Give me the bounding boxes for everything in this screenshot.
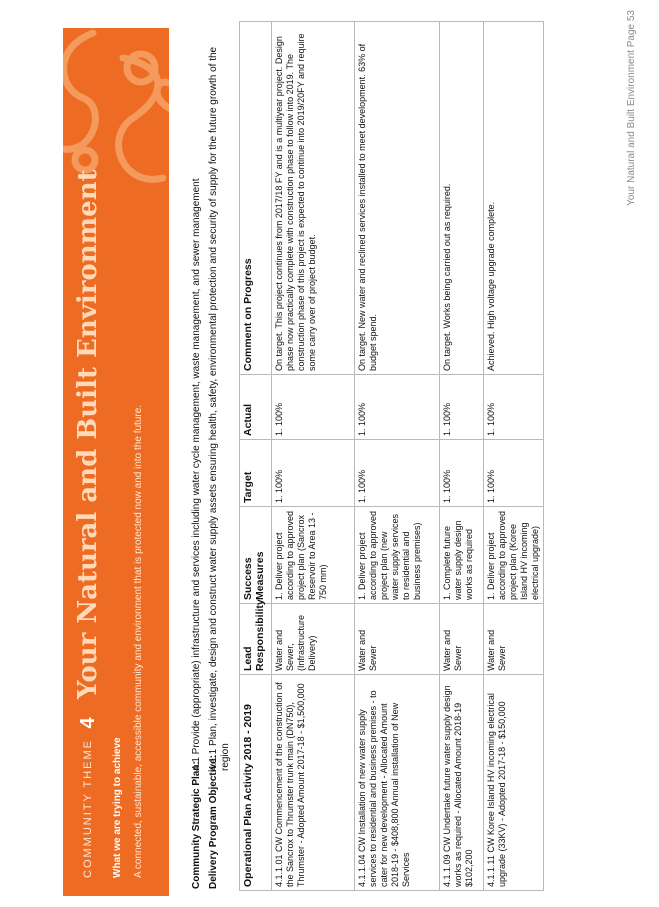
cell-target: 1. 100% [440, 440, 484, 507]
cell-lead: Water and Sewer [440, 604, 484, 675]
cell-comment: On target. Works being carried out as required. [440, 22, 484, 375]
table-row [484, 22, 544, 891]
cell-activity: 4.1.1.01 CW Commencement of the construction of the Sancrox to Thrumster trunk main (DN750), Thrumster - Adopted Amount 2017-18 - $1,500,000 [272, 675, 355, 891]
header-success-measures: Success Measures [240, 507, 272, 604]
table-row [355, 22, 440, 891]
cell-comment: Achieved. High voltage upgrade complete. [484, 22, 544, 375]
header-comment: Comment on Progress [240, 22, 272, 375]
delivery-objective-label: Delivery Program Objective: [208, 755, 219, 889]
banner-subheading: What we are trying to achieve [112, 737, 123, 878]
table-row [440, 22, 484, 891]
cell-actual: 1. 100% [272, 375, 355, 440]
cell-measures: 1. Complete future water supply design works as required [440, 507, 484, 604]
cell-lead: Water and Sewer [355, 604, 440, 675]
banner-description: A connected, sustainable, accessible community and environment that is protected now and into the future. [133, 404, 144, 878]
table-row [272, 22, 355, 891]
cell-lead: Water and Sewer, (Infrastructure Delivery) [272, 604, 355, 675]
delivery-objective-text: 4.1.1 Plan, investigate, design and construct water supply assets ensuring health, safety, environmental protection and security of supply for the future growth of the region [208, 46, 231, 771]
cell-target: 1. 100% [484, 440, 544, 507]
table-header-row [240, 22, 272, 891]
cell-comment: On target. This project continues from 2017/18 FY and is a multiyear project. Design phase now practically complete with construction phase to follow into 2019. The construction phase of this project is expected to continue into 2019/20FY and require some carry over of project budget. [272, 22, 355, 375]
cell-measures: 1. Deliver project according to approved project plan (new water supply services to residential and business premises) [355, 507, 440, 604]
cell-lead: Water and Sewer [484, 604, 544, 675]
cell-activity: 4.1.1.04 CW Installation of new water supply services to residential and business premises - to cater for new development - Allocated Amount 2018-19 - $408,800 Annual installation of New Services [355, 675, 440, 891]
strategic-plan-text: 4.1 Provide (appropriate) infrastructure and services including water cycle management, waste management, and sewer management [191, 178, 202, 771]
strategic-plan-label: Community Strategic Plan: [191, 761, 202, 889]
header-activity: Operational Plan Activity 2018 - 2019 [240, 675, 272, 891]
theme-title: Your Natural and Built Environment [73, 169, 103, 699]
cell-activity: 4.1.1.09 CW Undertake future water supply design works as required - Allocated Amount 2018-19 $102,200 [440, 675, 484, 891]
cell-target: 1. 100% [355, 440, 440, 507]
theme-number: 4 [76, 717, 99, 729]
theme-banner [63, 28, 169, 896]
cell-actual: 1. 100% [440, 375, 484, 440]
banner-heading-row [73, 169, 103, 878]
page-footer: Your Natural and Built Environment Page 53 [626, 10, 637, 206]
cell-comment: On target. New water and reclined services installed to meet development. 63% of budget spend. [355, 22, 440, 375]
cell-activity: 4.1.1.11 CW Koree Island HV incoming electrical upgrade (33KV) - Adopted 2017-18 - $150,000 [484, 675, 544, 891]
cell-actual: 1. 100% [484, 375, 544, 440]
header-lead: Lead Responsibility [240, 604, 272, 675]
cell-actual: 1. 100% [355, 375, 440, 440]
theme-label: COMMUNITY THEME [82, 739, 94, 878]
cell-measures: 1. Deliver project according to approved project plan (Koree Island HV incoming electrical upgrade) [484, 507, 544, 604]
cell-target: 1. 100% [272, 440, 355, 507]
header-target: Target [240, 440, 272, 507]
cell-measures: 1. Deliver project according to approved project plan (Sancrox Reservoir to Area 13 - 750 mm) [272, 507, 355, 604]
operational-plan-table [239, 21, 544, 891]
header-actual: Actual [240, 375, 272, 440]
